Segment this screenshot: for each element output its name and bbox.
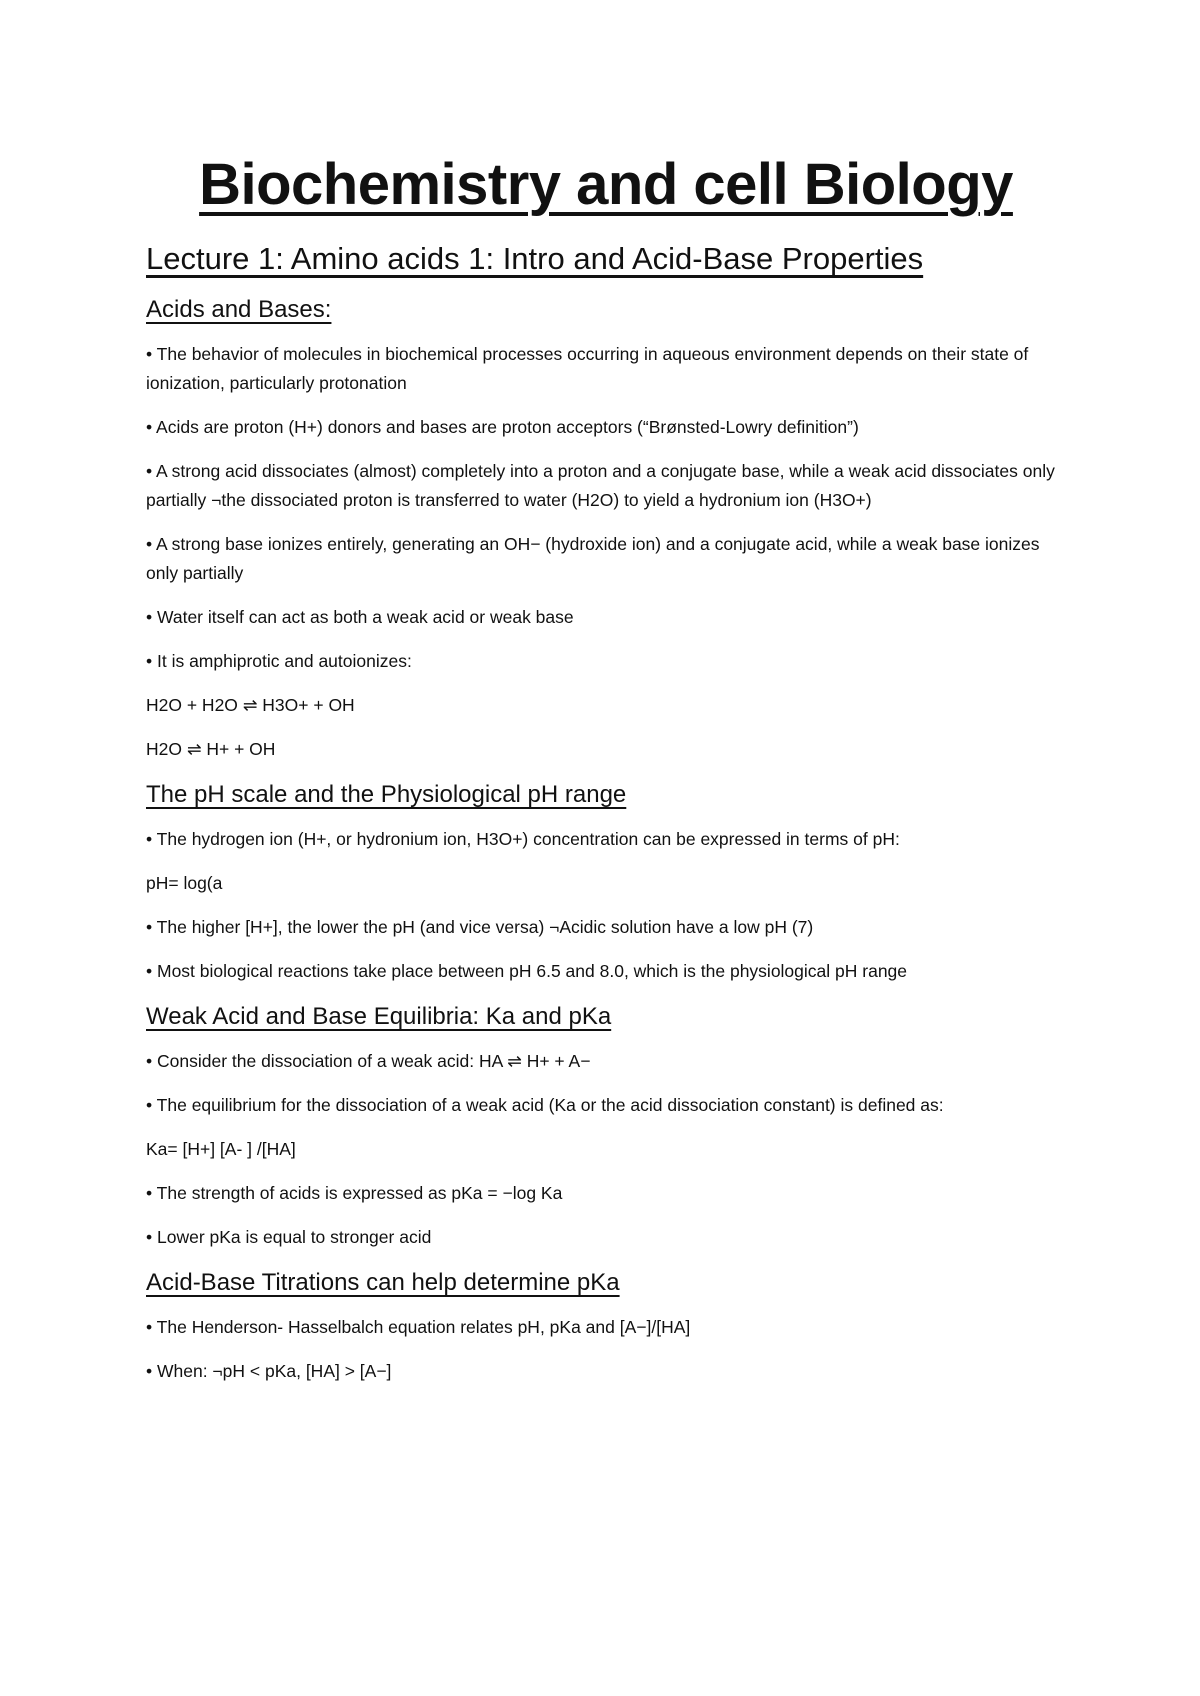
section-heading: Acids and Bases: xyxy=(146,296,332,323)
paragraph: • A strong acid dissociates (almost) completely into a proton and a conjugate base, while a weak acid dissociates only partially ¬the dissociated proton is transferred to water (H2O) to yield a hydronium ion (H3O+) xyxy=(146,461,1055,510)
equation: Ka= [H+] [A- ] /[HA] xyxy=(146,1139,296,1159)
paragraph: • Lower pKa is equal to stronger acid xyxy=(146,1227,432,1247)
section-acids-and-bases xyxy=(146,294,1066,764)
paragraph: • Most biological reactions take place between pH 6.5 and 8.0, which is the physiological pH range xyxy=(146,961,908,981)
paragraph: • The strength of acids is expressed as pKa = −log Ka xyxy=(146,1183,563,1203)
paragraph: • Water itself can act as both a weak acid or weak base xyxy=(146,607,574,627)
paragraph: • The hydrogen ion (H+, or hydronium ion, H3O+) concentration can be expressed in terms of pH: xyxy=(146,829,900,849)
section-weak-acid-equilibria xyxy=(146,1001,1066,1252)
paragraph: • Consider the dissociation of a weak acid: HA ⇌ H+ + A− xyxy=(146,1051,591,1071)
equation: H2O + H2O ⇌ H3O+ + OH xyxy=(146,695,355,715)
section-ph-scale xyxy=(146,779,1066,986)
paragraph: • It is amphiprotic and autoionizes: xyxy=(146,651,412,671)
section-titrations xyxy=(146,1267,1066,1386)
paragraph: • The higher [H+], the lower the pH (and vice versa) ¬Acidic solution have a low pH (7) xyxy=(146,917,814,937)
section-heading: Acid-Base Titrations can help determine pKa xyxy=(146,1269,620,1296)
paragraph: • The behavior of molecules in biochemical processes occurring in aqueous environment depends on their state of ionization, particularly protonation xyxy=(146,344,1029,393)
section-heading: The pH scale and the Physiological pH range xyxy=(146,781,627,808)
document-title: Biochemistry and cell Biology xyxy=(199,152,1013,217)
equation: pH= log(a xyxy=(146,873,223,893)
paragraph: • The Henderson- Hasselbalch equation relates pH, pKa and [A−]/[HA] xyxy=(146,1317,691,1337)
document-content xyxy=(146,150,1066,1401)
paragraph: • A strong base ionizes entirely, generating an OH− (hydroxide ion) and a conjugate acid, while a weak base ionizes only partially xyxy=(146,534,1040,583)
equation: H2O ⇌ H+ + OH xyxy=(146,739,276,759)
lecture-title: Lecture 1: Amino acids 1: Intro and Acid-Base Properties xyxy=(146,241,924,276)
paragraph: • When: ¬pH < pKa, [HA] > [A−] xyxy=(146,1361,392,1381)
paragraph: • Acids are proton (H+) donors and bases are proton acceptors (“Brønsted-Lowry definition”) xyxy=(146,417,859,437)
section-heading: Weak Acid and Base Equilibria: Ka and pKa xyxy=(146,1003,612,1030)
paragraph: • The equilibrium for the dissociation of a weak acid (Ka or the acid dissociation constant) is defined as: xyxy=(146,1095,944,1115)
